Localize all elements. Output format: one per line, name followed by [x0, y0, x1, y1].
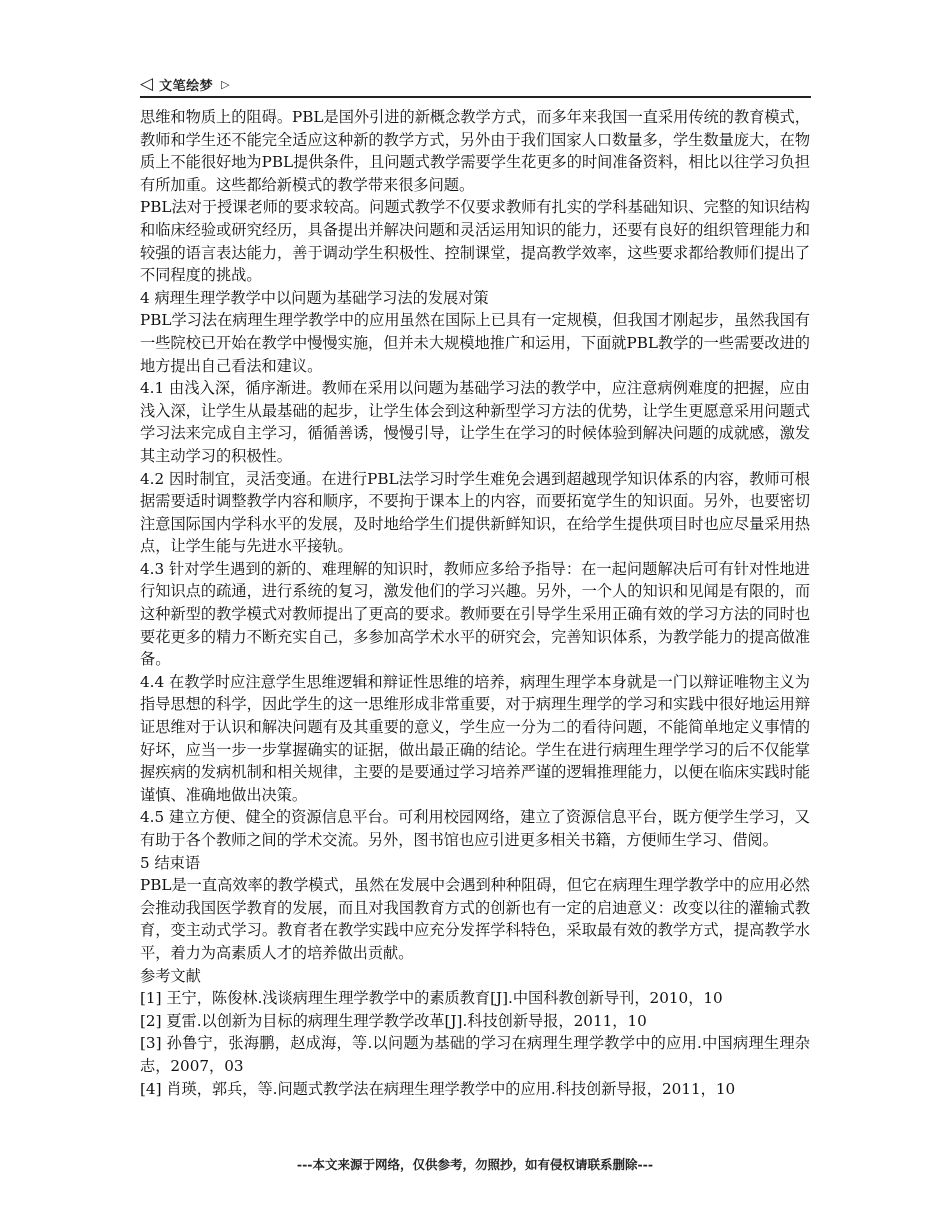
- paragraph-conclusion: PBL是一直高效率的教学模式，虽然在发展中会遇到种种阻碍，但它在病理生理学教学中的应用必然会推动我国医学教育的发展，而且对我国教育方式的创新也有一定的启迪意义：改变以往的灌输式教育，变主动式学习。教育者在教学实践中应充分发挥学科特色，采取最有效的教学方式，提高教学水平，着力为高素质人才的培养做出贡献。: [140, 876, 810, 962]
- paragraph-teacher-requirements: PBL法对于授课老师的要求较高。问题式教学不仅要求教师有扎实的学科基础知识、完整的知识结构和临床经验或研究经历，具备提出并解决问题和灵活运用知识的能力，还要有良好的组织管理能力和较强的语言表达能力，善于调动学生积极性、控制课堂，提高教学效率，这些要求都给教师们提出了不同程度的挑战。: [140, 198, 810, 285]
- triangle-right-outline-icon: ▷: [221, 77, 230, 91]
- document-body: [140, 106, 810, 1100]
- section-heading-5: 5 结束语: [140, 853, 201, 872]
- paragraph-continuation: 思维和物质上的阻碍。PBL是国外引进的新概念教学方式，而多年来我国一直采用传统的教育模式，教师和学生还不能完全适应这种新的教学方式，另外由于我们国家人口数量多，学生数量庞大，在物质上不能很好地为PBL提供条件，且问题式教学需要学生花更多的时间准备资料，相比以往学习负担有所加重。这些都给新模式的教学带来很多问题。: [140, 108, 810, 194]
- paragraph-4-1: 4.1 由浅入深，循序渐进。教师在采用以问题为基础学习法的教学中，应注意病例难度的把握，应由浅入深，让学生从最基础的起步，让学生体会到这种新型学习方法的优势，让学生更愿意采用问题式学习法来完成自主学习，循循善诱，慢慢引导，让学生在学习的时候体验到解决问题的成就感，激发其主动学习的积极性。: [140, 379, 810, 465]
- reference-item: [1] 王宁，陈俊林.浅谈病理生理学教学中的素质教育[J].中国科教创新导刊，2010，10: [140, 989, 723, 1008]
- page-footer-disclaimer: ---本文来源于网络，仅供参考，勿照抄，如有侵权请联系删除---: [296, 1157, 654, 1172]
- paragraph-4-4: 4.4 在教学时应注意学生思维逻辑和辩证性思维的培养，病理生理学本身就是一门以辩证唯物主义为指导思想的科学，因此学生的这一思维形成非常重要，对于病理生理学的学习和实践中很好地运用辩证思维对于认识和解决问题有及其重要的意义，学生应一分为二的看待问题，不能简单地定义事情的好坏，应当一步一步掌握确实的证据，做出最正确的结论。学生在进行病理生理学学习的后不仅能掌握疾病的发病机制和相关规律，主要的是要通过学习培养严谨的逻辑推理能力，以便在临床实践时能谨慎、准确地做出决策。: [140, 672, 810, 804]
- reference-item: [2] 夏雷.以创新为目标的病理生理学教学改革[J].科技创新导报，2011，10: [140, 1011, 647, 1030]
- paragraph-4-5: 4.5 建立方便、健全的资源信息平台。可利用校园网络，建立了资源信息平台，既方便学生学习，又有助于各个教师之间的学术交流。另外，图书馆也应引进更多相关书籍，方便师生学习、借阅。: [140, 808, 810, 849]
- paragraph-4-3: 4.3 针对学生遇到的新的、难理解的知识时，教师应多给予指导：在一起问题解决后可有针对性地进行知识点的疏通，进行系统的复习，激发他们的学习兴趣。另外，一个人的知识和见闻是有限的，而这种新型的教学模式对教师提出了更高的要求。教师要在引导学生采用正确有效的学习方法的同时也要花更多的精力不断充实自己，多参加高学术水平的研究会，完善知识体系，为教学能力的提高做准备。: [140, 559, 810, 669]
- reference-item: [4] 肖瑛，郭兵，等.问题式教学法在病理生理学教学中的应用.科技创新导报，2011，10: [140, 1079, 736, 1098]
- references-heading: 参考文献: [140, 966, 201, 985]
- section-heading-4: 4 病理生理学教学中以问题为基础学习法的发展对策: [140, 288, 489, 307]
- header-brand: 文笔绘梦: [159, 78, 214, 94]
- paragraph-4-2: 4.2 因时制宜，灵活变通。在进行PBL法学习时学生难免会遇到超越现学知识体系的内容，教师可根据需要适时调整教学内容和顺序，不要拘于课本上的内容，而要拓宽学生的知识面。另外，也要密切注意国际国内学科水平的发展，及时地给学生们提供新鲜知识，在给学生提供项目时也应尽量采用热点，让学生能与先进水平接轨。: [140, 469, 810, 556]
- triangle-left-outline-icon: ◁: [140, 73, 154, 94]
- header-divider: [140, 96, 811, 98]
- page-header: [140, 72, 810, 96]
- paragraph-section-4-intro: PBL学习法在病理生理学教学中的应用虽然在国际上已具有一定规模，但我国才刚起步，虽然我国有一些院校已开始在教学中慢慢实施，但并未大规模地推广和运用，下面就PBL教学的一些需要改进的地方提出自己看法和建议。: [140, 311, 810, 375]
- reference-item: [3] 孙鲁宁，张海鹏，赵成海，等.以问题为基础的学习在病理生理学教学中的应用.中国病理生理杂志，2007，03: [140, 1034, 810, 1075]
